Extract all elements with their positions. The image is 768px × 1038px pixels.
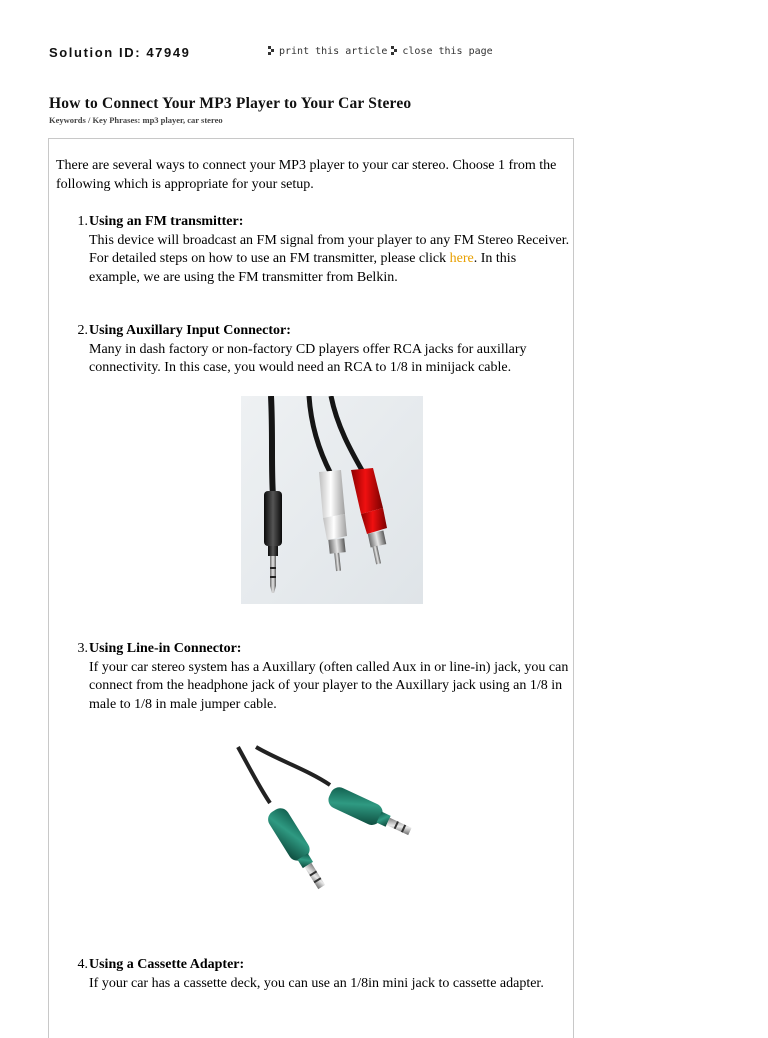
rca-to-minijack-cable-photo xyxy=(241,396,423,604)
close-page-link[interactable]: close this page xyxy=(402,46,493,57)
close-bullet-icon xyxy=(391,46,398,57)
article-title: How to Connect Your MP3 Player to Your Car Stereo xyxy=(49,95,412,112)
print-article-link[interactable]: print this article xyxy=(279,46,388,57)
solution-id: Solution ID: 47949 xyxy=(49,45,191,60)
step-text-continued: . In this example, we are using the FM transmitter from Belkin. xyxy=(89,251,517,285)
keywords-line: Keywords / Key Phrases: mp3 player, car stereo xyxy=(49,115,223,125)
step-heading: Using a Cassette Adapter: xyxy=(89,957,245,972)
article-header-bar xyxy=(49,45,749,65)
step-number: 4. xyxy=(77,957,88,972)
print-bullet-icon xyxy=(268,46,275,57)
step-text: This device will broadcast an FM signal from your player to any FM Stereo Receiver. For detailed steps on how to use an FM transmitter, please click xyxy=(89,232,570,266)
step-heading: Using Auxillary Input Connector: xyxy=(89,323,291,338)
fm-transmitter-here-link[interactable]: here xyxy=(449,251,474,266)
step-number: 2. xyxy=(77,323,88,338)
step-text: If your car stereo system has a Auxillary (often called Aux in or line-in) jack, you can connect from the headphone jack of your player to the Auxillary jack using an 1/8 in male to 1/8 in male jumper cable. xyxy=(89,659,569,712)
step-heading: Using Line-in Connector: xyxy=(89,641,242,656)
article-intro: There are several ways to connect your MP3 player to your car stereo. Choose 1 from the following which is appropriate for your setup. xyxy=(56,158,557,192)
step-text: If your car has a cassette deck, you can use an 1/8in mini jack to cassette adapter. xyxy=(89,975,544,991)
jumper-cable-photo xyxy=(228,745,412,895)
step-number: 1. xyxy=(77,214,88,229)
step-number: 3. xyxy=(77,641,88,656)
step-text: Many in dash factory or non-factory CD players offer RCA jacks for auxillary connectivity. In this case, you would need an RCA to 1/8 in minijack cable. xyxy=(89,341,527,375)
step-heading: Using an FM transmitter: xyxy=(89,214,244,229)
article-actions xyxy=(268,46,497,57)
